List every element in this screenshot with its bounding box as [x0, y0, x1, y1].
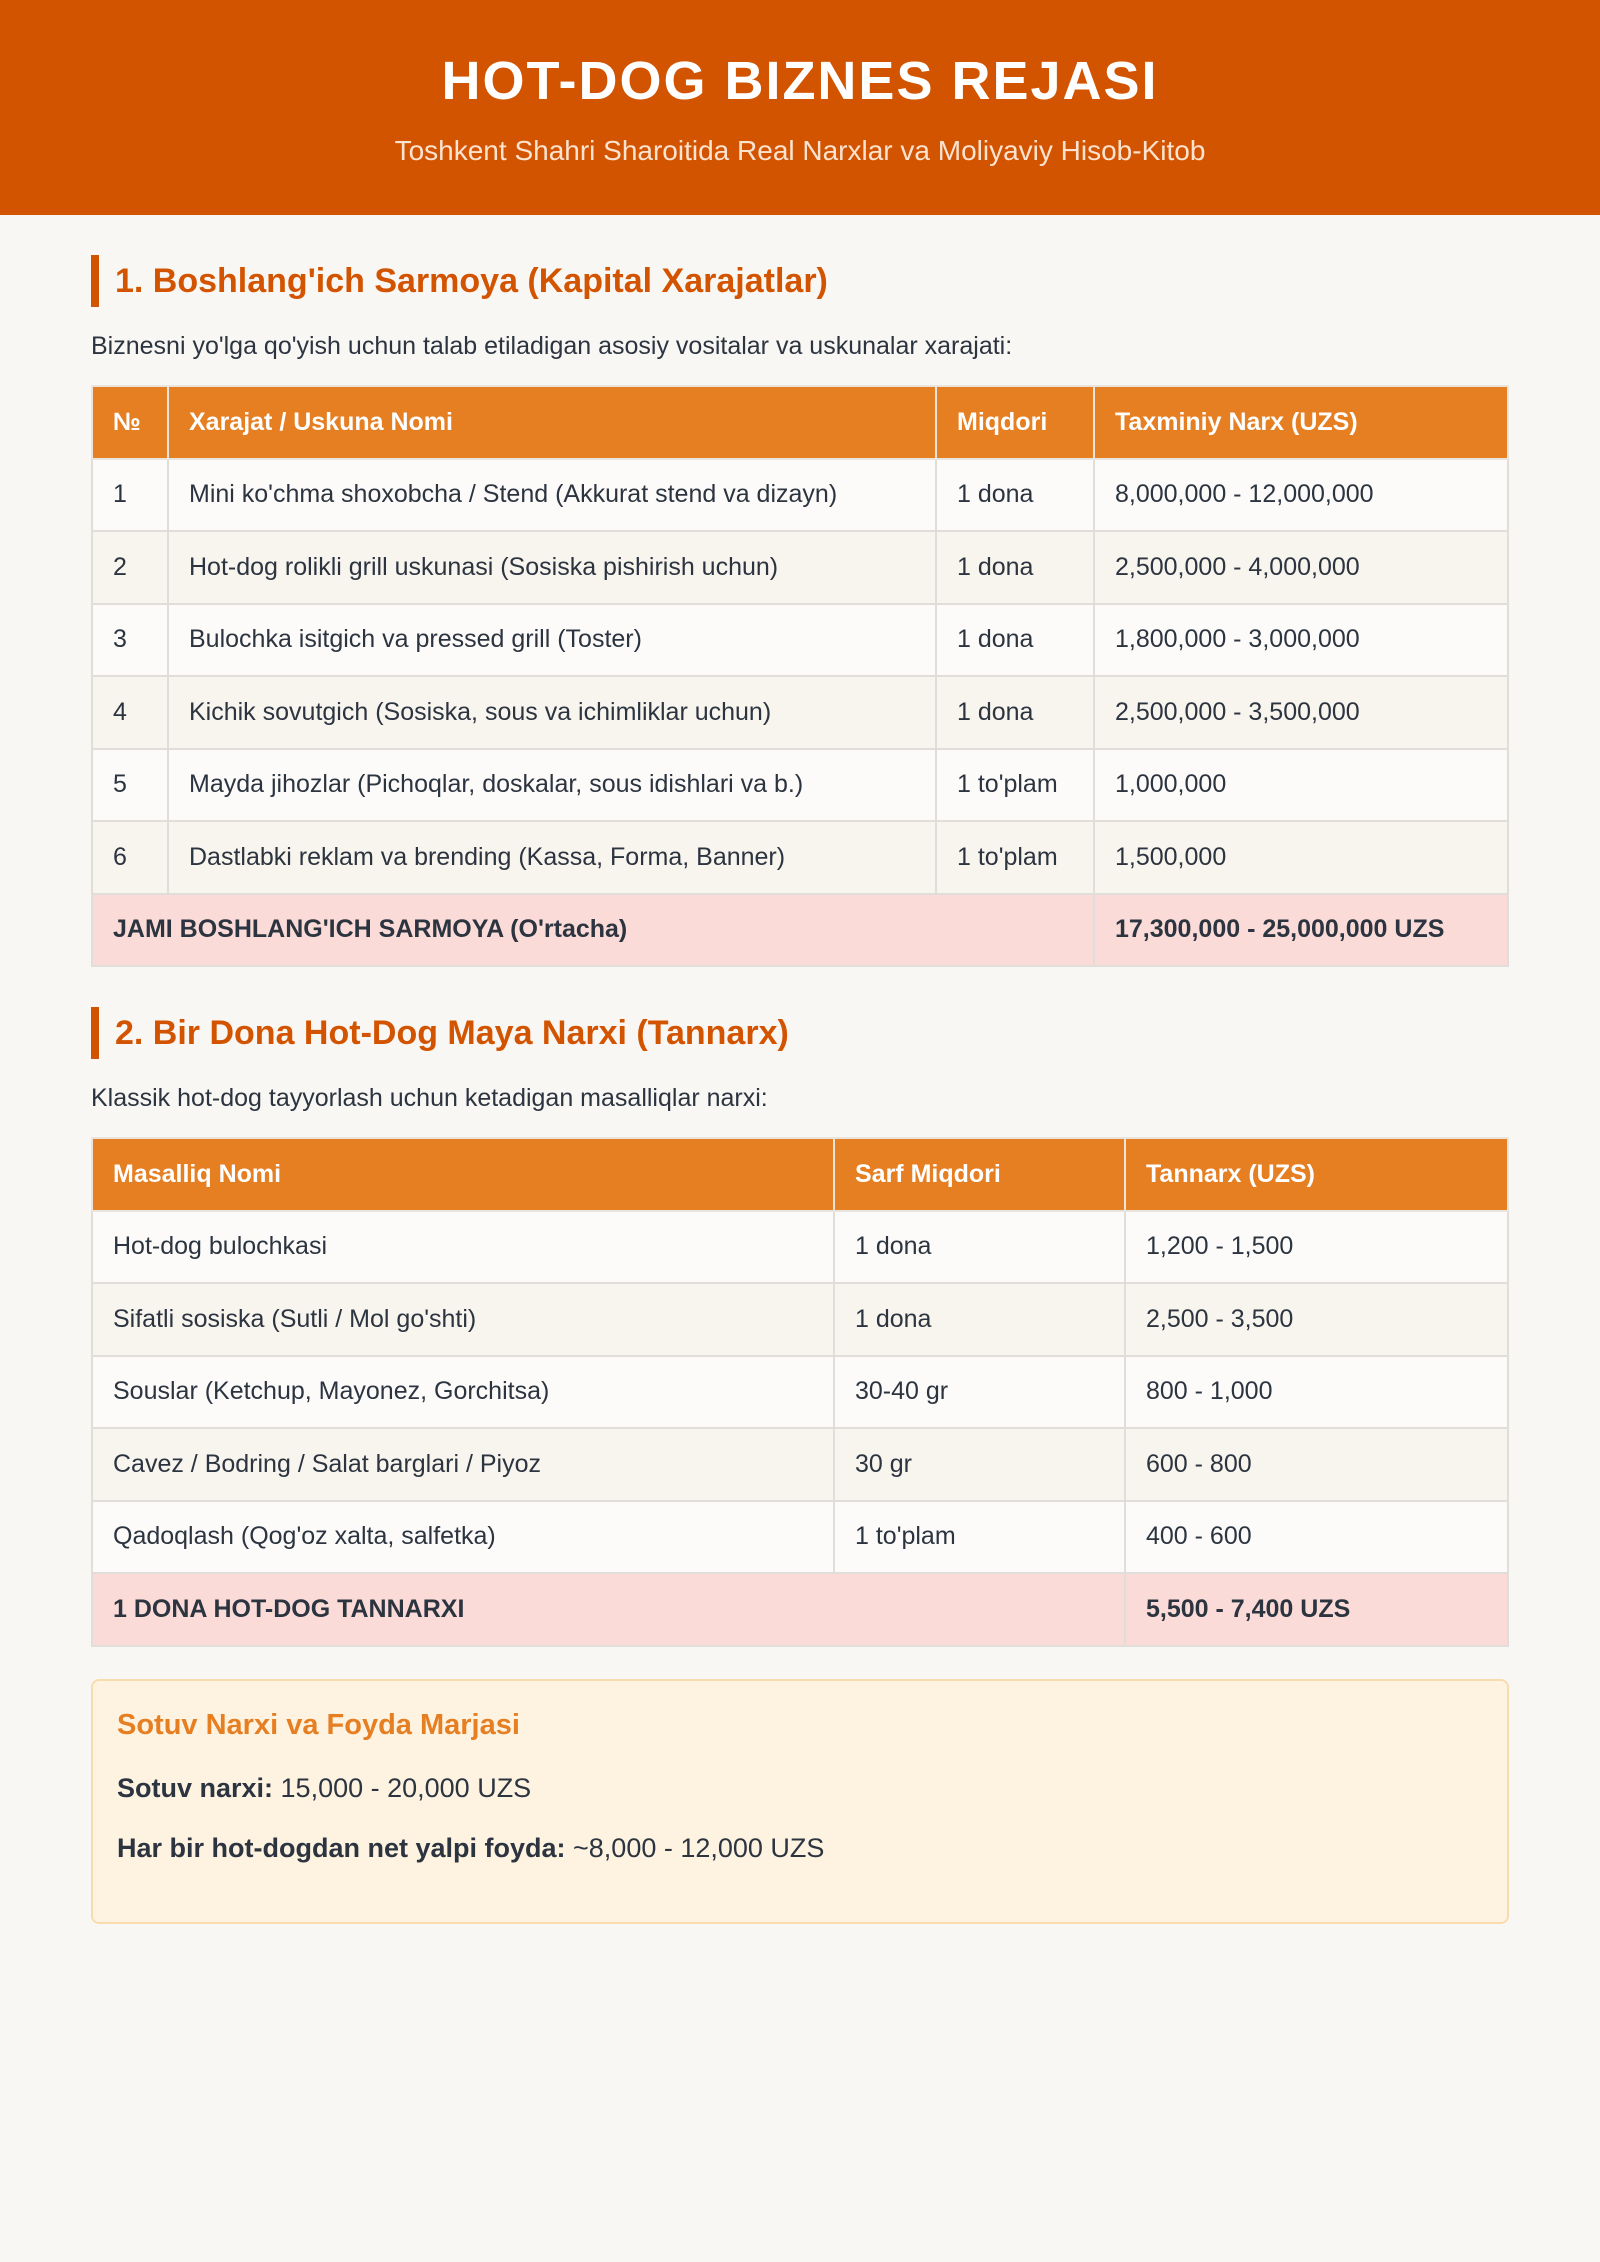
- table-row: [92, 821, 1508, 894]
- callout-title: Sotuv Narxi va Foyda Marjasi: [117, 1708, 520, 1741]
- ingredient-name: Qadoqlash (Qog'oz xalta, salfetka): [92, 1501, 834, 1574]
- ingredient-cost: 600 - 800: [1125, 1428, 1508, 1501]
- ingredient-cost: 400 - 600: [1125, 1501, 1508, 1574]
- row-number: 6: [92, 821, 168, 894]
- table-header-row: [92, 386, 1508, 459]
- sale-price-line: [117, 1771, 1483, 1805]
- page-subtitle: Toshkent Shahri Sharoitida Real Narxlar va Moliyaviy Hisob-Kitob: [394, 135, 1206, 166]
- sale-price-label: Sotuv narxi:: [117, 1772, 274, 1803]
- row-number: 3: [92, 604, 168, 677]
- item-price: 1,500,000: [1094, 821, 1508, 894]
- ingredient-name: Cavez / Bodring / Salat barglari / Piyoz: [92, 1428, 834, 1501]
- item-quantity: 1 dona: [936, 531, 1094, 604]
- ingredient-cost: 800 - 1,000: [1125, 1356, 1508, 1429]
- table-row: [92, 531, 1508, 604]
- column-header: Taxminiy Narx (UZS): [1094, 386, 1508, 459]
- item-quantity: 1 to'plam: [936, 821, 1094, 894]
- column-header: Miqdori: [936, 386, 1094, 459]
- ingredient-amount: 1 dona: [834, 1211, 1125, 1284]
- total-row: [92, 894, 1508, 967]
- item-name: Dastlabki reklam va brending (Kassa, Forma, Banner): [168, 821, 936, 894]
- item-name: Mini ko'chma shoxobcha / Stend (Akkurat stend va dizayn): [168, 459, 936, 532]
- table-row: [92, 604, 1508, 677]
- profit-label: Har bir hot-dogdan net yalpi foyda:: [117, 1832, 566, 1863]
- table-row: [92, 749, 1508, 822]
- ingredient-amount: 1 to'plam: [834, 1501, 1125, 1574]
- row-number: 5: [92, 749, 168, 822]
- ingredient-name: Sifatli sosiska (Sutli / Mol go'shti): [92, 1283, 834, 1356]
- ingredient-amount: 30-40 gr: [834, 1356, 1125, 1429]
- row-number: 1: [92, 459, 168, 532]
- capital-expenses-table: [91, 385, 1509, 967]
- ingredient-name: Hot-dog bulochkasi: [92, 1211, 834, 1284]
- item-name: Mayda jihozlar (Pichoqlar, doskalar, sous idishlari va b.): [168, 749, 936, 822]
- item-price: 1,800,000 - 3,000,000: [1094, 604, 1508, 677]
- row-number: 2: [92, 531, 168, 604]
- total-value: 17,300,000 - 25,000,000 UZS: [1094, 894, 1508, 967]
- total-label: JAMI BOSHLANG'ICH SARMOYA (O'rtacha): [92, 894, 1094, 967]
- total-label: 1 DONA HOT-DOG TANNARXI: [92, 1573, 1125, 1646]
- section-1-title: 1. Boshlang'ich Sarmoya (Kapital Xarajatlar): [91, 255, 1509, 307]
- unit-cost-table: [91, 1137, 1509, 1647]
- table-header-row: [92, 1138, 1508, 1211]
- section-2-title: 2. Bir Dona Hot-Dog Maya Narxi (Tannarx): [91, 1007, 1509, 1059]
- table-row: [92, 1211, 1508, 1284]
- item-price: 2,500,000 - 3,500,000: [1094, 676, 1508, 749]
- table-row: [92, 676, 1508, 749]
- column-header: №: [92, 386, 168, 459]
- ingredient-cost: 2,500 - 3,500: [1125, 1283, 1508, 1356]
- sale-price-value: 15,000 - 20,000 UZS: [273, 1772, 532, 1803]
- item-quantity: 1 to'plam: [936, 749, 1094, 822]
- total-row: [92, 1573, 1508, 1646]
- column-header: Sarf Miqdori: [834, 1138, 1125, 1211]
- ingredient-amount: 30 gr: [834, 1428, 1125, 1501]
- page-header: [0, 0, 1600, 215]
- column-header: Xarajat / Uskuna Nomi: [168, 386, 936, 459]
- page-title: HOT-DOG BIZNES REJASI: [441, 51, 1159, 111]
- table-row: [92, 1428, 1508, 1501]
- section-2-intro: Klassik hot-dog tayyorlash uchun ketadigan masalliqlar narxi:: [91, 1084, 768, 1112]
- item-quantity: 1 dona: [936, 459, 1094, 532]
- table-row: [92, 1283, 1508, 1356]
- column-header: Masalliq Nomi: [92, 1138, 834, 1211]
- profit-line: [117, 1831, 1483, 1865]
- item-name: Kichik sovutgich (Sosiska, sous va ichimliklar uchun): [168, 676, 936, 749]
- table-row: [92, 1501, 1508, 1574]
- total-value: 5,500 - 7,400 UZS: [1125, 1573, 1508, 1646]
- item-quantity: 1 dona: [936, 604, 1094, 677]
- item-quantity: 1 dona: [936, 676, 1094, 749]
- ingredient-cost: 1,200 - 1,500: [1125, 1211, 1508, 1284]
- item-name: Bulochka isitgich va pressed grill (Toster): [168, 604, 936, 677]
- ingredient-name: Souslar (Ketchup, Mayonez, Gorchitsa): [92, 1356, 834, 1429]
- item-price: 2,500,000 - 4,000,000: [1094, 531, 1508, 604]
- column-header: Tannarx (UZS): [1125, 1138, 1508, 1211]
- ingredient-amount: 1 dona: [834, 1283, 1125, 1356]
- profit-value: ~8,000 - 12,000 UZS: [565, 1832, 825, 1863]
- main-content: [0, 215, 1600, 1924]
- section-1-intro: Biznesni yo'lga qo'yish uchun talab etiladigan asosiy vositalar va uskunalar xarajati:: [91, 332, 1013, 360]
- item-price: 1,000,000: [1094, 749, 1508, 822]
- profit-callout: [91, 1679, 1509, 1924]
- item-name: Hot-dog rolikli grill uskunasi (Sosiska pishirish uchun): [168, 531, 936, 604]
- table-row: [92, 1356, 1508, 1429]
- table-row: [92, 459, 1508, 532]
- item-price: 8,000,000 - 12,000,000: [1094, 459, 1508, 532]
- row-number: 4: [92, 676, 168, 749]
